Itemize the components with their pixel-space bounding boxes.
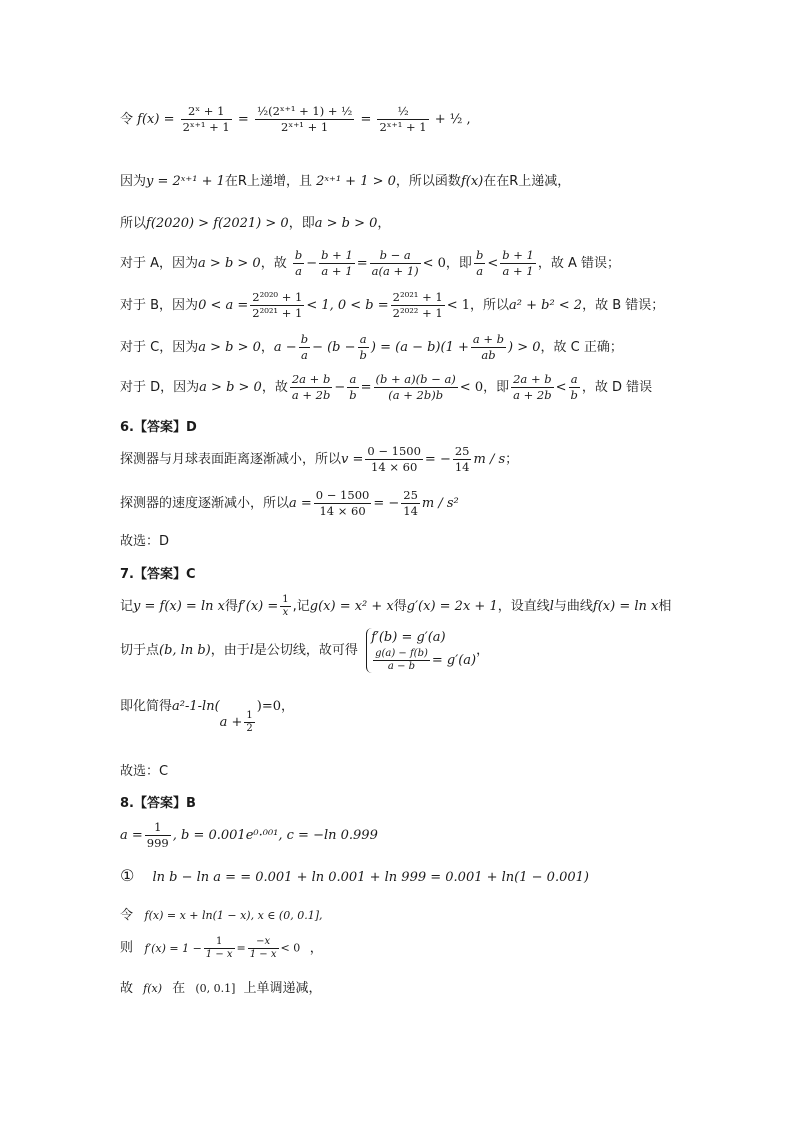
denominator: 14 <box>454 460 470 474</box>
denominator: a + 1 <box>502 264 534 278</box>
denominator: a <box>300 348 308 362</box>
line-10 <box>120 594 671 619</box>
equation-2 <box>371 648 476 673</box>
answer-heading-6: 6.【答案】D <box>120 420 197 435</box>
equation-system <box>366 628 476 673</box>
text: 是公切线，故可得 <box>253 643 358 658</box>
numerator: b <box>294 248 303 262</box>
text: ，故 A 错误； <box>537 256 621 271</box>
line-12 <box>120 694 295 734</box>
fraction <box>280 594 290 619</box>
fraction <box>145 820 171 851</box>
fraction <box>290 372 332 403</box>
numerator: a <box>358 332 369 348</box>
denominator: 2ˣ⁺¹ + 1 <box>379 120 427 134</box>
text: 故 <box>120 981 134 996</box>
denominator: a + 2b <box>291 388 331 402</box>
math: l <box>549 599 554 614</box>
math: + ½ , <box>434 112 471 127</box>
fraction <box>511 372 553 403</box>
fraction <box>569 372 580 403</box>
text: 对于 B，因为 <box>120 298 199 313</box>
fraction <box>244 710 254 735</box>
text: ，所以 <box>469 298 509 313</box>
numerator: (b + a)(b − a) <box>375 372 456 386</box>
math: a = <box>120 828 143 843</box>
fraction <box>314 488 372 519</box>
text: 得 <box>393 599 407 614</box>
text: ，由于 <box>210 643 250 658</box>
math: y = f(x) = ln x <box>133 599 225 614</box>
text: 探测器与月球表面距离逐渐减小，所以 <box>120 452 342 467</box>
numerator: 2a + b <box>513 372 552 386</box>
math: ) = (a − b)(1 + <box>370 340 469 355</box>
text: 在R上递增，且 <box>224 174 312 189</box>
line-6 <box>120 332 623 363</box>
text: 在在R上递减， <box>483 174 571 189</box>
fraction <box>365 444 423 475</box>
text: ， <box>476 643 490 658</box>
fraction <box>250 290 304 321</box>
equation-1: f′(b) = g′(a) <box>371 630 446 645</box>
numerator: −x <box>248 936 279 949</box>
numerator: g(a) − f(b) <box>375 648 428 659</box>
denominator: a + 2b <box>513 388 552 402</box>
numerator: 2a + b <box>291 372 331 386</box>
numerator: 25 <box>454 444 470 458</box>
numerator: 2ˣ + 1 <box>181 104 232 120</box>
denominator: a + 1 <box>321 264 353 278</box>
fraction <box>453 444 472 475</box>
math: − (b − <box>312 340 356 355</box>
text: 即化简得 <box>120 699 173 714</box>
math: , b = 0.001e⁰·⁰⁰¹, c = −ln 0.999 <box>172 828 378 843</box>
line-13 <box>120 820 378 851</box>
denominator: 1 − x <box>249 949 277 960</box>
line-17 <box>120 977 322 996</box>
text: ，即 <box>445 256 472 271</box>
math: = <box>360 380 372 395</box>
math: (b, ln b) <box>159 643 211 658</box>
line-16 <box>120 936 323 961</box>
fraction <box>347 372 358 403</box>
answer-heading-8: 8.【答案】B <box>120 796 196 811</box>
circled-number: ① <box>120 866 135 885</box>
numerator: 25 <box>403 488 418 502</box>
line-7 <box>120 372 652 403</box>
math: a − <box>273 340 297 355</box>
fraction <box>293 248 304 279</box>
numerator: a <box>347 372 358 388</box>
math: − <box>334 380 346 395</box>
denominator: x <box>282 607 289 618</box>
fraction <box>401 488 420 519</box>
math: a²-1-ln( <box>172 699 220 714</box>
fraction <box>248 936 279 961</box>
text: ，故 <box>260 256 287 271</box>
line-1: 令 f(x) = $\frac{\text{2ˣ + 1}}{\text{2ˣ⁺¹ + 1}}$ = $\frac{\text{½(2ˣ⁺¹ + 1) + ½}}{\text{2ˣ⁺¹ + 1}}$ = $\frac{\text{½}}{\text{2ˣ⁺¹ + 1}}$ + ½ , <box>120 104 471 134</box>
denominator: ab <box>481 348 496 362</box>
fraction <box>374 372 458 403</box>
text: ，即 <box>483 380 510 395</box>
math: < 0 <box>459 380 484 395</box>
denominator: a <box>476 264 484 278</box>
text: ； <box>505 452 519 467</box>
math: m / s <box>473 452 506 467</box>
denominator: a − b <box>387 661 416 672</box>
denominator: 2ˣ⁺¹ + 1 <box>182 120 230 134</box>
text: 对于 C，因为 <box>120 340 199 355</box>
text: 探测器的速度逐渐减小，所以 <box>120 496 290 511</box>
numerator: a <box>569 372 580 388</box>
line-5 <box>120 290 664 321</box>
math: < 0 <box>280 941 301 955</box>
fraction <box>319 248 355 279</box>
math: = − <box>373 496 400 511</box>
math: < 0 <box>422 256 446 271</box>
math: < 1, 0 < b = <box>306 298 389 313</box>
numerator: b <box>475 248 484 262</box>
text: ，故 C 正确； <box>540 340 623 355</box>
text: ,记 <box>292 599 310 614</box>
math: m / s² <box>421 496 459 511</box>
numerator: b − a <box>370 248 421 264</box>
line-3 <box>120 212 390 231</box>
fraction <box>299 332 310 363</box>
numerator: 2²⁰²¹ + 1 <box>392 290 443 304</box>
fraction <box>474 248 485 279</box>
fraction <box>471 332 506 363</box>
choice-7: 故选：C <box>120 764 169 779</box>
text: 对于 D，因为 <box>120 380 200 395</box>
math: a = <box>289 496 312 511</box>
fraction <box>391 290 445 321</box>
math: f′(x) = 1 − <box>144 941 202 955</box>
denominator: 999 <box>146 836 169 850</box>
math: 0 < a = <box>198 298 249 313</box>
math: a > b > 0 <box>199 380 262 395</box>
math: y = 2ˣ⁺¹ + 1 <box>146 174 225 189</box>
text: 切于点 <box>120 643 160 658</box>
numerator: 0 − 1500 <box>367 444 421 458</box>
denominator: 2ˣ⁺¹ + 1 <box>281 120 329 134</box>
text: 令 <box>120 908 134 923</box>
text: ， <box>260 340 274 355</box>
math: f′(x) = <box>237 599 279 614</box>
fraction <box>181 104 232 135</box>
math: a > b > 0 <box>198 340 261 355</box>
text: ， <box>309 940 323 956</box>
text: 令 <box>120 112 134 127</box>
numerator: a + b <box>472 332 505 346</box>
line-4 <box>120 248 620 279</box>
numerator: 2²⁰²⁰ + 1 <box>252 290 303 304</box>
math: a > b > 0 <box>314 216 378 231</box>
text: 记 <box>120 599 134 614</box>
math: = <box>236 941 246 955</box>
text: 相 <box>658 599 672 614</box>
text: ，即 <box>288 216 315 231</box>
math: 2ˣ⁺¹ + 1 > 0 <box>316 174 396 189</box>
math: < <box>487 256 499 271</box>
denominator: 2²⁰²¹ + 1 <box>252 306 303 320</box>
line-15 <box>120 904 323 923</box>
text: 对于 A，因为 <box>120 256 199 271</box>
math: a > b > 0 <box>198 256 261 271</box>
text: 得 <box>224 599 238 614</box>
text: ，故 D 错误 <box>581 380 653 395</box>
denominator: 14 × 60 <box>319 504 366 518</box>
text: 上单调递减， <box>243 981 322 996</box>
math: = g′(a) <box>431 653 477 668</box>
line-2 <box>120 170 570 189</box>
math: l <box>249 643 254 658</box>
fraction <box>500 248 536 279</box>
text: ，设直线 <box>497 599 550 614</box>
fraction <box>255 104 354 135</box>
answer-heading-7: 7.【答案】C <box>120 567 196 582</box>
math: a + <box>219 715 243 730</box>
text: ，故 B 错误； <box>582 298 665 313</box>
math: f(x) = ln x <box>592 599 659 614</box>
math: ) > 0 <box>508 340 541 355</box>
denominator: 2²⁰²² + 1 <box>392 306 443 320</box>
text: 则 <box>120 940 134 956</box>
denominator: 14 × 60 <box>371 460 418 474</box>
math: f(2020) > f(2021) > 0 <box>146 216 289 231</box>
numerator: b <box>300 332 309 346</box>
fraction <box>204 936 235 961</box>
math: = <box>356 256 368 271</box>
fraction <box>370 248 421 279</box>
choice-6: 故选：D <box>120 534 170 549</box>
text: 与曲线 <box>553 599 593 614</box>
denominator: b <box>570 388 578 402</box>
denominator: 1 − x <box>205 949 233 960</box>
numerator: b + 1 <box>502 248 534 262</box>
math: a² + b² < 2 <box>509 298 583 313</box>
math: g(x) = x² + x <box>309 599 394 614</box>
numerator: ½ <box>377 104 428 120</box>
text: ，故 <box>261 380 288 395</box>
math: (0, 0.1] <box>195 982 236 995</box>
text: ，所以函数 <box>395 174 461 189</box>
math: f(x) = x + ln(1 − x), x ∈ (0, 0.1], <box>144 909 323 922</box>
denominator: (a + 2b)b <box>388 388 444 402</box>
math: v = <box>341 452 364 467</box>
math: f(x) = <box>137 112 175 127</box>
line-9 <box>120 488 459 519</box>
numerator: b + 1 <box>321 248 353 262</box>
text: 在 <box>172 981 186 996</box>
text: 所以 <box>120 216 147 231</box>
fraction <box>373 648 430 673</box>
denominator: a(a + 1) <box>371 264 419 278</box>
math: = − <box>424 452 451 467</box>
text: 因为 <box>120 174 147 189</box>
math: − <box>306 256 318 271</box>
math: f(x) <box>460 174 484 189</box>
denominator: 2 <box>246 723 253 734</box>
math: ln b − ln a = = 0.001 + ln 0.001 + ln 999 = 0.001 + ln(1 − 0.001) <box>152 870 589 885</box>
fraction <box>358 332 369 363</box>
text: ， <box>377 216 391 231</box>
denominator: 14 <box>403 504 418 518</box>
numerator: 1 <box>246 710 253 721</box>
numerator: 1 <box>282 594 289 605</box>
numerator: 1 <box>145 820 171 836</box>
line-14 <box>120 866 589 885</box>
numerator: ½(2ˣ⁺¹ + 1) + ½ <box>256 104 353 118</box>
math: f(x) <box>143 982 163 995</box>
math: g′(x) = 2x + 1 <box>406 599 498 614</box>
line-8 <box>120 444 518 475</box>
math: )=0， <box>256 699 295 714</box>
math: < <box>555 380 567 395</box>
denominator: a <box>295 264 302 278</box>
numerator: 0 − 1500 <box>315 488 370 502</box>
numerator: 1 <box>204 936 235 949</box>
line-11 <box>120 628 489 673</box>
denominator: b <box>359 348 367 362</box>
fraction <box>377 104 428 135</box>
denominator: b <box>349 388 357 402</box>
math: < 1 <box>446 298 470 313</box>
